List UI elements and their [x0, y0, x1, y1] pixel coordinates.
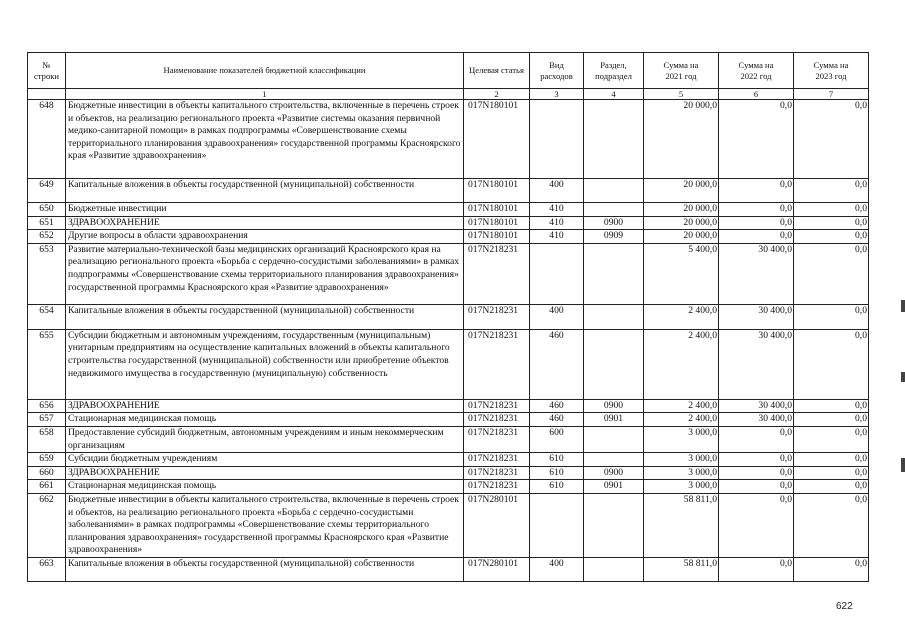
- row-sum-2022: 0,0: [719, 480, 794, 494]
- header-sum-2023: Сумма на 2023 год: [794, 53, 869, 89]
- row-sum-2022: 30 400,0: [719, 304, 794, 329]
- row-sum-2023: 0,0: [794, 243, 869, 304]
- header-sum-2022: Сумма на 2022 год: [719, 53, 794, 89]
- table-row: [28, 413, 869, 427]
- row-kind: 610: [530, 466, 584, 480]
- row-section: [584, 557, 644, 581]
- row-target: 017N280101: [464, 557, 530, 581]
- row-kind: 400: [530, 304, 584, 329]
- row-target: 017N218231: [464, 329, 530, 399]
- row-section: [584, 453, 644, 467]
- row-number: 654: [28, 304, 66, 329]
- row-target: 017N218231: [464, 399, 530, 413]
- row-name: Предоставление субсидий бюджетным, автономным учреждениям и иным некоммерческим организациям: [66, 426, 464, 452]
- header-row: [28, 53, 869, 89]
- row-target: 017N280101: [464, 493, 530, 557]
- row-number: 662: [28, 493, 66, 557]
- colnum-3: 3: [530, 89, 584, 100]
- header-row-no: № строки: [28, 53, 66, 89]
- row-sum-2022: 0,0: [719, 216, 794, 230]
- row-name: Бюджетные инвестиции в объекты капитального строительства, включенные в перечень строек и объектов, на реализацию регионального проекта «Развитие системы оказания первичной медико-санитарной помощи» в рамках подпрограммы «Совершенствование схемы территориального планирования здравоохранения» государственной программы Красноярского края «Развитие здравоохранения»: [66, 100, 464, 179]
- table-row: [28, 399, 869, 413]
- scan-edge-mark: [901, 372, 905, 382]
- row-section: [584, 304, 644, 329]
- row-sum-2021: 5 400,0: [644, 243, 719, 304]
- row-target: 017N218231: [464, 453, 530, 467]
- row-sum-2023: 0,0: [794, 480, 869, 494]
- row-section: [584, 100, 644, 179]
- row-number: 649: [28, 179, 66, 203]
- table-row: [28, 453, 869, 467]
- row-name: Субсидии бюджетным учреждениям: [66, 453, 464, 467]
- row-kind: 410: [530, 230, 584, 244]
- row-number: 652: [28, 230, 66, 244]
- header-kind: Вид расходов: [530, 53, 584, 89]
- row-name: Стационарная медицинская помощь: [66, 413, 464, 427]
- row-kind: [530, 243, 584, 304]
- row-name: Бюджетные инвестиции в объекты капитального строительства, включенные в перечень строек и объектов, на реализацию регионального проекта «Борьба с сердечно-сосудистыми заболеваниями» в рамках подпрограммы «Совершенствование схемы территориального планирования здравоохранения» государственной программы Красноярского края «Развитие здравоохранения»: [66, 493, 464, 557]
- table-row: [28, 493, 869, 557]
- row-name: Капитальные вложения в объекты государственной (муниципальной) собственности: [66, 557, 464, 581]
- scan-edge-mark: [901, 300, 905, 312]
- row-number: 650: [28, 203, 66, 217]
- colnum-6: 6: [719, 89, 794, 100]
- column-number-row: [28, 89, 869, 100]
- row-sum-2023: 0,0: [794, 203, 869, 217]
- row-sum-2022: 0,0: [719, 426, 794, 452]
- table-row: [28, 230, 869, 244]
- row-sum-2021: 58 811,0: [644, 557, 719, 581]
- row-section: [584, 493, 644, 557]
- row-sum-2022: 0,0: [719, 230, 794, 244]
- row-sum-2021: 2 400,0: [644, 304, 719, 329]
- row-sum-2023: 0,0: [794, 453, 869, 467]
- row-section: [584, 426, 644, 452]
- row-kind: 400: [530, 557, 584, 581]
- row-name: Бюджетные инвестиции: [66, 203, 464, 217]
- colnum-2: 2: [464, 89, 530, 100]
- row-target: 017N180101: [464, 230, 530, 244]
- row-name: Субсидии бюджетным и автономным учреждениям, государственным (муниципальным) унитарным предприятиям на осуществление капитальных вложений в объекты капитального строительства государственной (муниципальной) собственности или приобретение объектов недвижимого имущества в государственную (муниципальную) собственность: [66, 329, 464, 399]
- row-number: 648: [28, 100, 66, 179]
- colnum-7: 7: [794, 89, 869, 100]
- row-sum-2023: 0,0: [794, 304, 869, 329]
- row-number: 651: [28, 216, 66, 230]
- table-row: [28, 426, 869, 452]
- table-row: [28, 179, 869, 203]
- row-number: 661: [28, 480, 66, 494]
- table-row: [28, 243, 869, 304]
- row-number: 658: [28, 426, 66, 452]
- row-target: 017N180101: [464, 216, 530, 230]
- row-section: 0900: [584, 399, 644, 413]
- table-row: [28, 100, 869, 179]
- table-row: [28, 216, 869, 230]
- row-target: 017N218231: [464, 426, 530, 452]
- table-row: [28, 203, 869, 217]
- row-kind: 600: [530, 426, 584, 452]
- row-name: ЗДРАВООХРАНЕНИЕ: [66, 216, 464, 230]
- row-sum-2022: 0,0: [719, 203, 794, 217]
- row-kind: 400: [530, 179, 584, 203]
- row-section: 0901: [584, 480, 644, 494]
- header-target: Целевая статья: [464, 53, 530, 89]
- row-section: [584, 329, 644, 399]
- row-name: Другие вопросы в области здравоохранения: [66, 230, 464, 244]
- row-sum-2021: 20 000,0: [644, 179, 719, 203]
- row-sum-2021: 3 000,0: [644, 480, 719, 494]
- row-name: Стационарная медицинская помощь: [66, 480, 464, 494]
- row-number: 656: [28, 399, 66, 413]
- row-kind: 460: [530, 329, 584, 399]
- row-sum-2023: 0,0: [794, 413, 869, 427]
- scan-edge-mark: [901, 458, 905, 472]
- row-sum-2023: 0,0: [794, 230, 869, 244]
- row-sum-2021: 3 000,0: [644, 453, 719, 467]
- table-row: [28, 329, 869, 399]
- row-name: ЗДРАВООХРАНЕНИЕ: [66, 466, 464, 480]
- row-sum-2021: 20 000,0: [644, 230, 719, 244]
- row-sum-2023: 0,0: [794, 399, 869, 413]
- row-number: 655: [28, 329, 66, 399]
- header-sum-2021: Сумма на 2021 год: [644, 53, 719, 89]
- row-section: [584, 243, 644, 304]
- row-sum-2022: 0,0: [719, 453, 794, 467]
- row-name: Капитальные вложения в объекты государственной (муниципальной) собственности: [66, 179, 464, 203]
- row-kind: [530, 100, 584, 179]
- row-sum-2023: 0,0: [794, 557, 869, 581]
- row-number: 653: [28, 243, 66, 304]
- row-sum-2021: 3 000,0: [644, 426, 719, 452]
- row-number: 663: [28, 557, 66, 581]
- page-number: 622: [836, 601, 853, 612]
- row-target: 017N218231: [464, 413, 530, 427]
- colnum-0: [28, 89, 66, 100]
- row-target: 017N218231: [464, 466, 530, 480]
- row-target: 017N218231: [464, 243, 530, 304]
- row-kind: 610: [530, 453, 584, 467]
- row-sum-2022: 0,0: [719, 100, 794, 179]
- header-name: Наименование показателей бюджетной классификации: [66, 53, 464, 89]
- row-sum-2023: 0,0: [794, 493, 869, 557]
- row-target: 017N180101: [464, 203, 530, 217]
- row-sum-2023: 0,0: [794, 216, 869, 230]
- row-sum-2021: 20 000,0: [644, 203, 719, 217]
- row-sum-2023: 0,0: [794, 466, 869, 480]
- row-sum-2022: 30 400,0: [719, 413, 794, 427]
- row-target: 017N180101: [464, 100, 530, 179]
- row-number: 657: [28, 413, 66, 427]
- row-sum-2021: 2 400,0: [644, 413, 719, 427]
- row-name: Капитальные вложения в объекты государственной (муниципальной) собственности: [66, 304, 464, 329]
- table-row: [28, 466, 869, 480]
- row-sum-2023: 0,0: [794, 426, 869, 452]
- row-section: 0901: [584, 413, 644, 427]
- row-kind: 460: [530, 413, 584, 427]
- row-section: [584, 179, 644, 203]
- colnum-4: 4: [584, 89, 644, 100]
- row-target: 017N218231: [464, 480, 530, 494]
- table-row: [28, 557, 869, 581]
- row-sum-2022: 0,0: [719, 466, 794, 480]
- row-kind: 460: [530, 399, 584, 413]
- table-body: [28, 100, 869, 582]
- row-sum-2021: 2 400,0: [644, 329, 719, 399]
- row-target: 017N218231: [464, 304, 530, 329]
- row-kind: 410: [530, 216, 584, 230]
- row-sum-2021: 20 000,0: [644, 100, 719, 179]
- row-sum-2022: 30 400,0: [719, 399, 794, 413]
- row-section: [584, 203, 644, 217]
- budget-table-sheet: [27, 52, 868, 582]
- row-kind: 410: [530, 203, 584, 217]
- row-kind: [530, 493, 584, 557]
- row-target: 017N180101: [464, 179, 530, 203]
- header-section: Раздел, подраздел: [584, 53, 644, 89]
- row-sum-2023: 0,0: [794, 329, 869, 399]
- colnum-5: 5: [644, 89, 719, 100]
- colnum-1: 1: [66, 89, 464, 100]
- table-row: [28, 304, 869, 329]
- budget-table: [27, 52, 869, 582]
- row-sum-2022: 0,0: [719, 179, 794, 203]
- row-section: 0909: [584, 230, 644, 244]
- table-row: [28, 480, 869, 494]
- row-sum-2023: 0,0: [794, 100, 869, 179]
- row-kind: 610: [530, 480, 584, 494]
- row-sum-2021: 3 000,0: [644, 466, 719, 480]
- row-sum-2022: 30 400,0: [719, 243, 794, 304]
- row-section: 0900: [584, 466, 644, 480]
- row-sum-2023: 0,0: [794, 179, 869, 203]
- row-number: 659: [28, 453, 66, 467]
- row-name: Развитие материально-технической базы медицинских организаций Красноярского края на реализацию регионального проекта «Борьба с сердечно-сосудистыми заболеваниями» в рамках подпрограммы «Совершенствование схемы территориального планирования здравоохранения» государственной программы Красноярского края «Развитие здравоохранения»: [66, 243, 464, 304]
- row-sum-2021: 58 811,0: [644, 493, 719, 557]
- row-sum-2021: 20 000,0: [644, 216, 719, 230]
- row-sum-2021: 2 400,0: [644, 399, 719, 413]
- row-section: 0900: [584, 216, 644, 230]
- row-sum-2022: 30 400,0: [719, 329, 794, 399]
- row-sum-2022: 0,0: [719, 493, 794, 557]
- row-sum-2022: 0,0: [719, 557, 794, 581]
- row-number: 660: [28, 466, 66, 480]
- row-name: ЗДРАВООХРАНЕНИЕ: [66, 399, 464, 413]
